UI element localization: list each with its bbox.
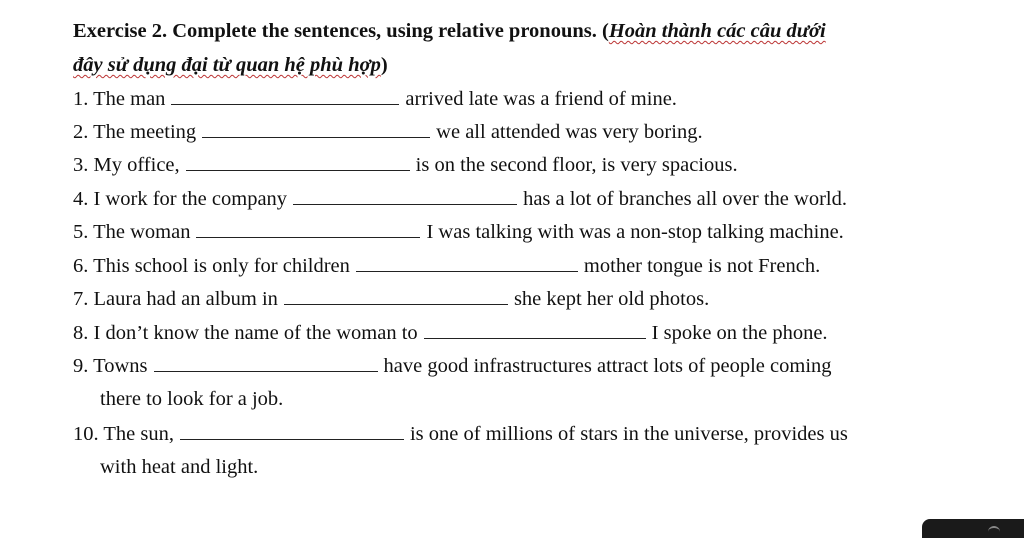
sentence-8-start: 8. I don’t know the name of the woman to <box>73 322 418 344</box>
sentence-1-blank[interactable] <box>171 86 399 105</box>
sentence-1 <box>73 86 677 112</box>
sentence-7 <box>73 286 709 312</box>
sentence-9 <box>73 353 832 379</box>
sentence-3 <box>73 152 738 178</box>
sentence-9-start: 9. Towns <box>73 355 148 377</box>
sentence-7-blank[interactable] <box>284 286 508 305</box>
sentence-8 <box>73 320 828 346</box>
sentence-10-start: 10. The sun, <box>73 423 174 445</box>
sentence-1-end: arrived late was a friend of mine. <box>405 88 677 110</box>
sentence-2-blank[interactable] <box>202 119 430 138</box>
sentence-8-end: I spoke on the phone. <box>651 322 828 344</box>
sentence-7-start: 7. Laura had an album in <box>73 288 278 310</box>
sentence-8-blank[interactable] <box>424 320 646 339</box>
sentence-5-blank[interactable] <box>196 219 420 238</box>
exercise-title-vietnamese-part-1: Hoàn thành các câu dưới <box>608 20 826 42</box>
sentence-10-blank[interactable] <box>180 421 404 440</box>
exercise-title-english: Exercise 2. Complete the sentences, using relative pronouns. ( <box>73 20 609 42</box>
sentence-6-end: mother tongue is not French. <box>583 255 821 277</box>
sentence-1-start: 1. The man <box>73 88 166 110</box>
sentence-2-start: 2. The meeting <box>73 121 197 143</box>
exercise-title-close-paren: ) <box>380 54 388 76</box>
sentence-4-end: has a lot of branches all over the world. <box>523 188 847 210</box>
sentence-3-start: 3. My office, <box>73 154 180 176</box>
exercise-title-vietnamese-part-2: đây sử dụng đại từ quan hệ phù hợp <box>73 54 381 76</box>
sentence-5 <box>73 219 844 245</box>
sentence-6-start: 6. This school is only for children <box>73 255 350 277</box>
sentence-5-start: 5. The woman <box>73 221 191 243</box>
sentence-6-blank[interactable] <box>356 253 578 272</box>
sentence-9-continuation: there to look for a job. <box>100 388 284 410</box>
sentence-10-end: is one of millions of stars in the universe, provides us <box>409 423 848 445</box>
sentence-4-start: 4. I work for the company <box>73 188 288 210</box>
exercise-title-line-2 <box>73 52 388 78</box>
sentence-10-continuation: with heat and light. <box>100 456 259 478</box>
sentence-7-end: she kept her old photos. <box>513 288 710 310</box>
sentence-3-blank[interactable] <box>186 152 410 171</box>
corner-badge-icon <box>988 526 1000 534</box>
sentence-10 <box>73 421 848 447</box>
sentence-3-end: is on the second floor, is very spacious. <box>415 154 738 176</box>
sentence-6 <box>73 253 820 279</box>
sentence-4-blank[interactable] <box>293 186 517 205</box>
sentence-9-end: have good infrastructures attract lots of people coming <box>383 355 832 377</box>
sentence-9-blank[interactable] <box>154 353 378 372</box>
sentence-2 <box>73 119 703 145</box>
sentence-4 <box>73 186 847 212</box>
sentence-5-end: I was talking with was a non-stop talking machine. <box>426 221 844 243</box>
exercise-title-line-1 <box>73 18 826 44</box>
corner-overlay-badge <box>922 519 1024 538</box>
sentence-2-end: we all attended was very boring. <box>436 121 703 143</box>
